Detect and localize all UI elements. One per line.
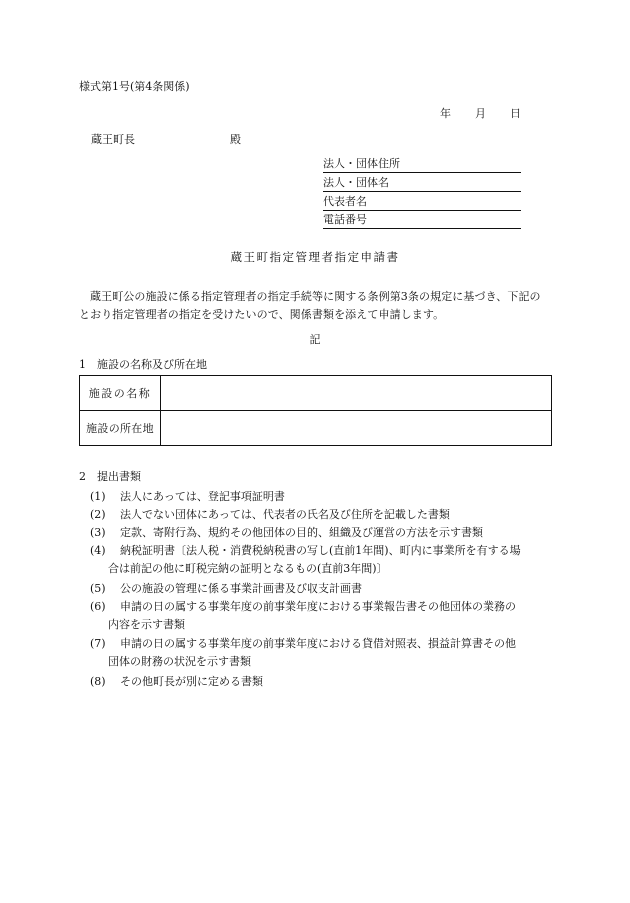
list-item-number: (7) (90, 637, 106, 650)
list-item-text: 申請の日の属する事業年度の前事業年度における貸借対照表、損益計算書その他 (120, 637, 516, 650)
facility-location-value[interactable] (161, 411, 552, 446)
list-item (90, 526, 483, 540)
list-item (90, 490, 285, 504)
section2-heading: 2 提出書類 (79, 470, 141, 483)
list-item-text: 公の施設の管理に係る事業計画書及び収支計画書 (120, 582, 362, 595)
list-item-number: (2) (90, 508, 106, 521)
list-item-number: (4) (90, 544, 106, 557)
body-paragraph: 蔵王町公の施設に係る指定管理者の指定手続等に関する条例第3条の規定に基づき、下記のとおり指定管理者の指定を受けたいので、関係書類を添えて申請します。 (79, 290, 541, 321)
list-item-number: (8) (90, 675, 106, 688)
ki-mark: 記 (309, 333, 321, 346)
list-item-number: (6) (90, 600, 106, 613)
facility-name-value[interactable] (161, 376, 552, 411)
date-day-label: 日 (510, 107, 521, 120)
addressee-honorific: 殿 (230, 133, 241, 146)
list-item-continuation: 内容を示す書類 (108, 618, 185, 631)
list-item-text: 法人にあっては、登記事項証明書 (120, 490, 285, 503)
applicant-address-field[interactable]: 法人・団体住所 (323, 157, 521, 173)
applicant-name-field[interactable]: 法人・団体名 (323, 176, 521, 192)
list-item-continuation: 団体の財務の状況を示す書類 (108, 655, 251, 668)
addressee (91, 133, 241, 147)
facility-location-label: 施設の所在地 (80, 411, 161, 446)
list-item-text: 法人でない団体にあっては、代表者の氏名及び住所を記載した書類 (120, 508, 450, 521)
list-item-text: 定款、寄附行為、規約その他団体の目的、組織及び運営の方法を示す書類 (120, 526, 483, 539)
table-row (80, 376, 552, 411)
list-item (90, 600, 516, 614)
facility-name-label: 施設の名称 (80, 376, 161, 411)
date-line (440, 107, 521, 121)
list-item (90, 508, 450, 522)
list-item (90, 582, 362, 596)
list-item (90, 544, 521, 558)
phone-number-field[interactable]: 電話番号 (323, 213, 521, 229)
representative-name-field[interactable]: 代表者名 (323, 195, 521, 211)
form-number: 様式第1号(第4条関係) (79, 80, 190, 93)
addressee-name: 蔵王町長 (91, 133, 135, 146)
list-item-text: 納税証明書〔法人税・消費税納税書の写し(直前1年間)、町内に事業所を有する場 (120, 544, 521, 557)
list-item-text: 申請の日の属する事業年度の前事業年度における事業報告書その他団体の業務の (120, 600, 516, 613)
list-item (90, 675, 263, 689)
date-year-label: 年 (440, 107, 451, 120)
list-item (90, 637, 516, 651)
facility-table (79, 375, 552, 446)
section1-heading: 1 施設の名称及び所在地 (79, 358, 207, 371)
list-item-text: その他町長が別に定める書類 (120, 675, 263, 688)
list-item-number: (1) (90, 490, 106, 503)
list-item-continuation: 合は前記の他に町税完納の証明となるもの(直前3年間)〕 (108, 562, 388, 575)
table-row (80, 411, 552, 446)
list-item-number: (3) (90, 526, 106, 539)
document-title: 蔵王町指定管理者指定申請書 (230, 250, 400, 264)
list-item-number: (5) (90, 582, 106, 595)
date-month-label: 月 (475, 107, 486, 120)
